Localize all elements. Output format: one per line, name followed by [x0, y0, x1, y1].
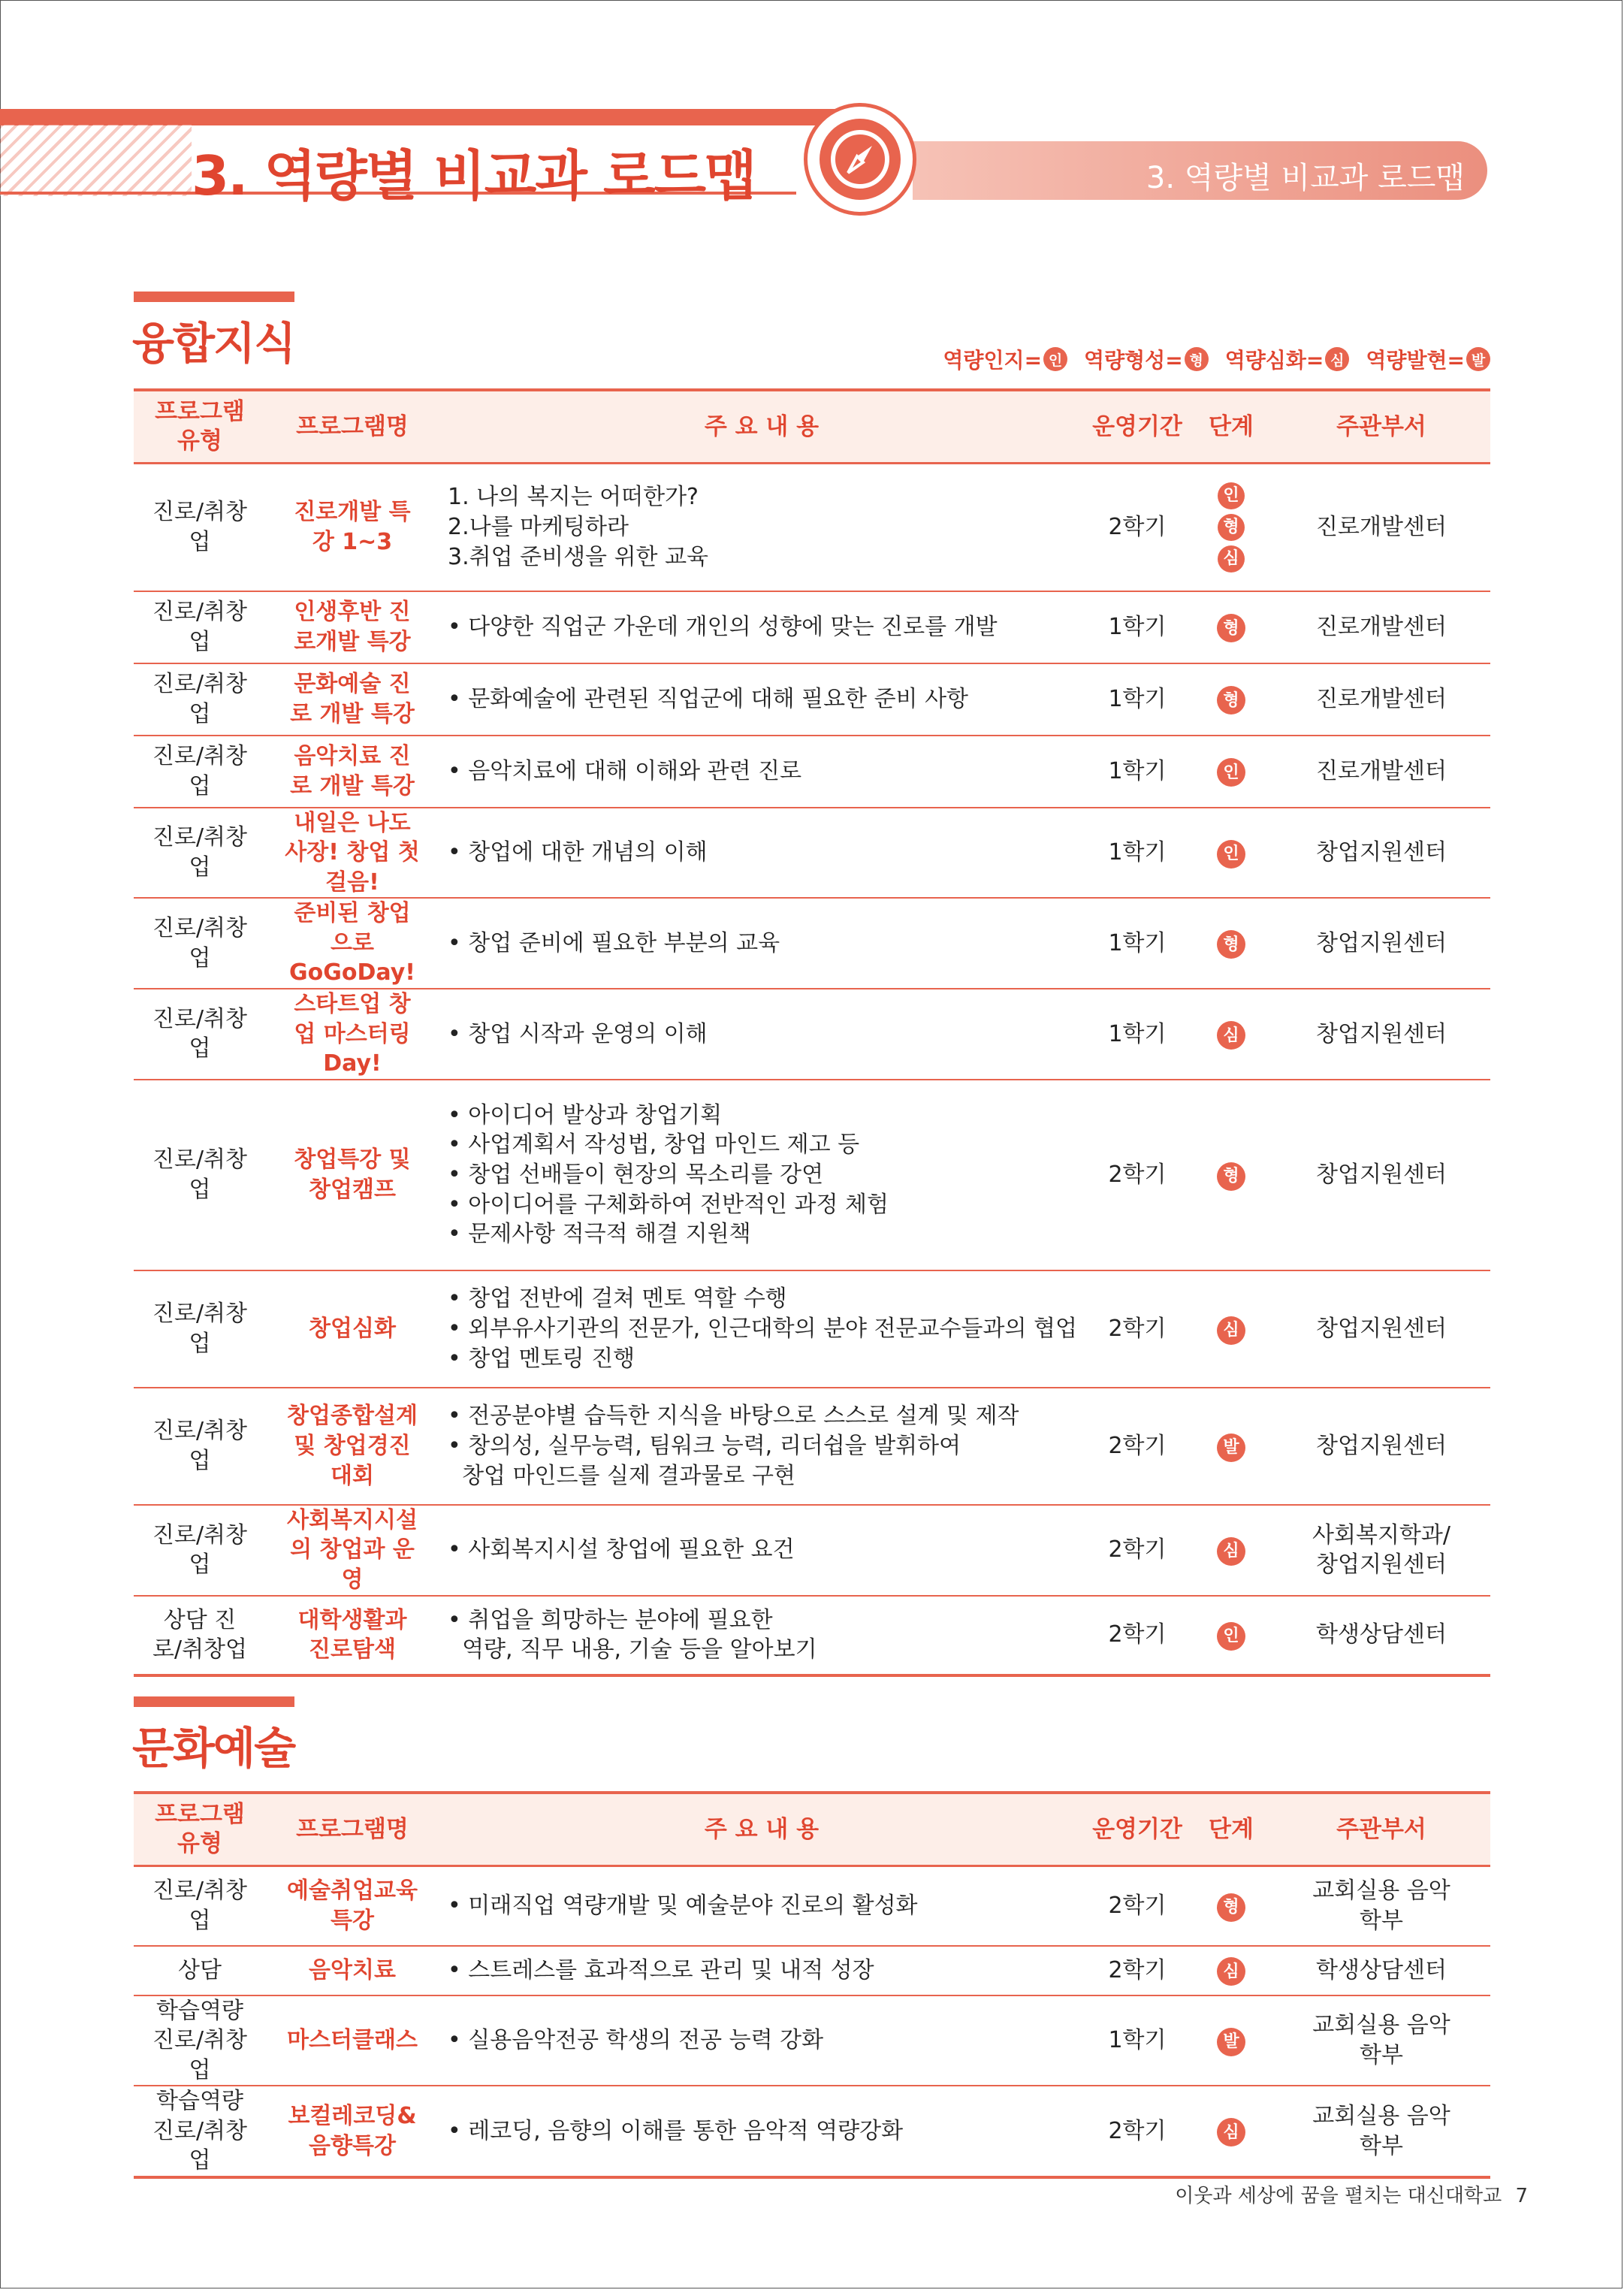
- col-period-header: 운영기간: [1085, 390, 1190, 464]
- program-table-2: [134, 1791, 1490, 2179]
- program-content-cell: [439, 464, 1085, 591]
- program-content-cell: [439, 736, 1085, 808]
- table-row: [134, 989, 1490, 1080]
- period-cell: 2학기: [1085, 1866, 1190, 1946]
- table-row: [134, 1866, 1490, 1946]
- section-title: 융합지식: [132, 318, 295, 369]
- program-content-cell: [439, 1596, 1085, 1675]
- content-line: • 사업계획서 작성법, 창업 마인드 제고 등: [448, 1131, 860, 1159]
- program-type-cell: 진로/취창업: [134, 1080, 266, 1270]
- program-name-cell: 대학생활과 진로탐색: [266, 1596, 439, 1675]
- stage-cell: [1190, 808, 1272, 899]
- stage-badge: 심: [1218, 545, 1245, 572]
- section-title: 문화예술: [132, 1723, 295, 1774]
- program-name-cell: 스타트업 창업 마스터링 Day!: [266, 989, 439, 1080]
- page-title: 3. 역량별 비교과 로드맵: [192, 144, 756, 207]
- dept-cell: 교회실용 음악학부: [1272, 1995, 1490, 2086]
- stage-cell: [1190, 736, 1272, 808]
- dept-cell: 사회복지학과/ 창업지원센터: [1272, 1505, 1490, 1596]
- program-name-cell: 마스터클래스: [266, 1995, 439, 2086]
- program-content-cell: [439, 1946, 1085, 1995]
- stage-legend: [943, 344, 1490, 374]
- content-line: • 미래직업 역량개발 및 예술분야 진로의 활성화: [448, 1892, 918, 1919]
- program-type-cell: 진로/취창업: [134, 989, 266, 1080]
- table-row: [134, 663, 1490, 736]
- program-type-cell: 진로/취창업: [134, 464, 266, 591]
- header-tab-label: 3. 역량별 비교과 로드맵: [1146, 161, 1465, 195]
- program-content-cell: [439, 1995, 1085, 2086]
- table-row: [134, 1596, 1490, 1675]
- page-number: 7: [1515, 2185, 1528, 2207]
- dept-cell: 창업지원센터: [1272, 898, 1490, 989]
- table-header-row: [134, 390, 1490, 464]
- compass-icon: [804, 103, 916, 216]
- stage-badge: 발: [1217, 2028, 1245, 2056]
- stage-badge: 발: [1217, 1434, 1245, 1462]
- table-row: [134, 1995, 1490, 2086]
- col-content-header: 주 요 내 용: [439, 390, 1085, 464]
- program-content-cell: [439, 1270, 1085, 1388]
- col-stage-header: 단계: [1190, 1793, 1272, 1866]
- program-content-cell: [439, 989, 1085, 1080]
- legend-item: [1366, 344, 1490, 374]
- period-cell: 2학기: [1085, 1505, 1190, 1596]
- program-name-cell: 보컬레코딩&음향특강: [266, 2086, 439, 2177]
- table-header-row: [134, 1793, 1490, 1866]
- dept-cell: 창업지원센터: [1272, 989, 1490, 1080]
- stage-badge: 형: [1217, 930, 1245, 959]
- content-line: • 문제사항 적극적 해결 지원책: [448, 1221, 751, 1248]
- dept-cell: 창업지원센터: [1272, 1270, 1490, 1388]
- content-line: 2.나를 마케팅하라: [448, 513, 629, 540]
- col-name-header: 프로그램명: [266, 1793, 439, 1866]
- program-type-cell: 진로/취창업: [134, 1270, 266, 1388]
- content-line: 1. 나의 복지는 어떠한가?: [448, 484, 699, 511]
- col-dept-header: 주관부서: [1272, 1793, 1490, 1866]
- program-type-cell: 학습역량 진로/취창업: [134, 1995, 266, 2086]
- content-line: • 창의성, 실무능력, 팀워크 능력, 리더쉽을 발휘하여: [448, 1433, 961, 1460]
- content-line: • 창업 시작과 운영의 이해: [448, 1020, 708, 1047]
- dept-cell: 진로개발센터: [1272, 736, 1490, 808]
- stage-badge: 발: [1466, 347, 1490, 371]
- period-cell: 2학기: [1085, 1080, 1190, 1270]
- table-row: [134, 1505, 1490, 1596]
- table-row: [134, 736, 1490, 808]
- program-type-cell: 진로/취창업: [134, 736, 266, 808]
- stage-badge: 형: [1217, 686, 1245, 714]
- program-name-cell: 내일은 나도사장! 창업 첫 걸음!: [266, 808, 439, 899]
- content-line: • 문화예술에 관련된 직업군에 대해 필요한 준비 사항: [448, 685, 969, 712]
- period-cell: 2학기: [1085, 1946, 1190, 1995]
- period-cell: 1학기: [1085, 898, 1190, 989]
- section-bar: [134, 1696, 294, 1707]
- content-line: 창업 마인드를 실제 결과물로 구현: [448, 1462, 795, 1489]
- content-line: • 사회복지시설 창업에 필요한 요건: [448, 1536, 795, 1563]
- col-stage-header: 단계: [1190, 390, 1272, 464]
- program-table-1: [134, 388, 1490, 1677]
- period-cell: 1학기: [1085, 808, 1190, 899]
- content-line: • 전공분야별 습득한 지식을 바탕으로 스스로 설계 및 제작: [448, 1403, 1019, 1430]
- stage-badge: 인: [1217, 840, 1245, 869]
- content-line: • 취업을 희망하는 분야에 필요한: [448, 1606, 773, 1633]
- program-type-cell: 상담 진로/취창업: [134, 1596, 266, 1675]
- dept-cell: 창업지원센터: [1272, 1080, 1490, 1270]
- stage-badge: 인: [1217, 758, 1245, 787]
- program-type-cell: 진로/취창업: [134, 663, 266, 736]
- program-name-cell: 인생후반 진로개발 특강: [266, 591, 439, 663]
- period-cell: 1학기: [1085, 663, 1190, 736]
- table-row: [134, 2086, 1490, 2177]
- period-cell: 2학기: [1085, 1596, 1190, 1675]
- col-dept-header: 주관부서: [1272, 390, 1490, 464]
- content-line: • 음악치료에 대해 이해와 관련 진로: [448, 757, 802, 784]
- program-type-cell: 진로/취창업: [134, 1866, 266, 1946]
- stage-badge: 심: [1217, 1316, 1245, 1345]
- program-content-cell: [439, 1866, 1085, 1946]
- table-row: [134, 1946, 1490, 1995]
- program-name-cell: 음악치료 진로 개발 특강: [266, 736, 439, 808]
- period-cell: 1학기: [1085, 591, 1190, 663]
- stage-cell: [1190, 1388, 1272, 1505]
- legend-item: [1084, 344, 1209, 374]
- table-row: [134, 1080, 1490, 1270]
- program-type-cell: 진로/취창업: [134, 1505, 266, 1596]
- program-type-cell: 진로/취창업: [134, 1388, 266, 1505]
- dept-cell: 창업지원센터: [1272, 808, 1490, 899]
- stage-cell: [1190, 464, 1272, 591]
- col-type-header: 프로그램 유형: [134, 390, 266, 464]
- legend-label: 역량발현=: [1366, 348, 1465, 373]
- dept-cell: 학생상담센터: [1272, 1596, 1490, 1675]
- col-content-header: 주 요 내 용: [439, 1793, 1085, 1866]
- program-name-cell: 문화예술 진로 개발 특강: [266, 663, 439, 736]
- stage-cell: [1190, 1270, 1272, 1388]
- program-content-cell: [439, 663, 1085, 736]
- footer-text: 이웃과 세상에 꿈을 펼치는 대신대학교: [1175, 2185, 1502, 2207]
- program-type-cell: 학습역량 진로/취창업: [134, 2086, 266, 2177]
- content-line: • 창업 멘토링 진행: [448, 1345, 635, 1372]
- dept-cell: 진로개발센터: [1272, 663, 1490, 736]
- table-row: [134, 464, 1490, 591]
- stage-cell: [1190, 663, 1272, 736]
- stage-badge: 심: [1217, 1021, 1245, 1050]
- dept-cell: 창업지원센터: [1272, 1388, 1490, 1505]
- period-cell: 1학기: [1085, 736, 1190, 808]
- col-type-header: 프로그램 유형: [134, 1793, 266, 1866]
- program-name-cell: 사회복지시설의 창업과 운영: [266, 1505, 439, 1596]
- stage-cell: [1190, 989, 1272, 1080]
- program-content-cell: [439, 898, 1085, 989]
- stage-cell: [1190, 1866, 1272, 1946]
- header-section-tab: [913, 141, 1487, 200]
- program-content-cell: [439, 591, 1085, 663]
- period-cell: 1학기: [1085, 1995, 1190, 2086]
- stage-badge: 심: [1217, 2118, 1245, 2146]
- stage-cell: [1190, 1596, 1272, 1675]
- content-line: • 아이디어를 구체화하여 전반적인 과정 체험: [448, 1191, 889, 1218]
- col-period-header: 운영기간: [1085, 1793, 1190, 1866]
- content-line: • 아이디어 발상과 창업기획: [448, 1101, 723, 1128]
- stage-badge: 인: [1043, 347, 1067, 371]
- content-line: • 다양한 직업군 가운데 개인의 성향에 맞는 진로를 개발: [448, 613, 998, 640]
- program-name-cell: 음악치료: [266, 1946, 439, 1995]
- program-name-cell: 준비된 창업으로 GoGoDay!: [266, 898, 439, 989]
- page-footer: [1175, 2180, 1528, 2208]
- program-content-cell: [439, 808, 1085, 899]
- stage-badge: 형: [1218, 514, 1245, 541]
- content-line: 역량, 직무 내용, 기술 등을 알아보기: [448, 1636, 817, 1663]
- stage-badge: 인: [1218, 482, 1245, 509]
- content-line: • 창업 선배들이 현장의 목소리를 강연: [448, 1162, 824, 1189]
- content-line: • 실용음악전공 학생의 전공 능력 강화: [448, 2027, 824, 2054]
- stage-badge: 심: [1325, 347, 1349, 371]
- stage-badge: 심: [1217, 1957, 1245, 1986]
- content-line: • 창업에 대한 개념의 이해: [448, 839, 708, 866]
- program-name-cell: 창업특강 및 창업캠프: [266, 1080, 439, 1270]
- stage-badge: 인: [1217, 1622, 1245, 1651]
- stage-badge: 심: [1217, 1537, 1245, 1566]
- stage-badge: 형: [1217, 614, 1245, 642]
- stage-cell: [1190, 1080, 1272, 1270]
- stage-cell: [1190, 898, 1272, 989]
- program-type-cell: 상담: [134, 1946, 266, 1995]
- period-cell: 1학기: [1085, 989, 1190, 1080]
- program-name-cell: 진로개발 특강 1~3: [266, 464, 439, 591]
- compass-needle-icon: [820, 119, 901, 200]
- legend-item: [1225, 344, 1350, 374]
- stage-badge: 형: [1217, 1893, 1245, 1922]
- program-type-cell: 진로/취창업: [134, 591, 266, 663]
- program-name-cell: 예술취업교육특강: [266, 1866, 439, 1946]
- stage-cell: [1190, 1946, 1272, 1995]
- content-line: • 외부유사기관의 전문가, 인근대학의 분야 전문교수들과의 협업: [448, 1316, 1077, 1343]
- content-line: • 창업 전반에 걸쳐 멘토 역할 수행: [448, 1285, 787, 1313]
- table-row: [134, 591, 1490, 663]
- program-type-cell: 진로/취창업: [134, 808, 266, 899]
- content-line: • 레코딩, 음향의 이해를 통한 음악적 역량강화: [448, 2117, 904, 2144]
- period-cell: 2학기: [1085, 464, 1190, 591]
- dept-cell: 진로개발센터: [1272, 591, 1490, 663]
- period-cell: 2학기: [1085, 1388, 1190, 1505]
- legend-label: 역량형성=: [1084, 348, 1183, 373]
- col-name-header: 프로그램명: [266, 390, 439, 464]
- content-line: 3.취업 준비생을 위한 교육: [448, 543, 709, 570]
- stage-cell: [1190, 591, 1272, 663]
- program-content-cell: [439, 1388, 1085, 1505]
- content-line: • 창업 준비에 필요한 부분의 교육: [448, 929, 780, 956]
- period-cell: 2학기: [1085, 2086, 1190, 2177]
- table-row: [134, 1388, 1490, 1505]
- dept-cell: 학생상담센터: [1272, 1946, 1490, 1995]
- program-content-cell: [439, 1080, 1085, 1270]
- legend-label: 역량인지=: [943, 348, 1043, 373]
- section-bar: [134, 292, 294, 302]
- program-type-cell: 진로/취창업: [134, 898, 266, 989]
- stage-cell: [1190, 1995, 1272, 2086]
- dept-cell: 진로개발센터: [1272, 464, 1490, 591]
- content-line: • 스트레스를 효과적으로 관리 및 내적 성장: [448, 1956, 874, 1983]
- header-top-rule: [0, 109, 849, 125]
- program-content-cell: [439, 1505, 1085, 1596]
- legend-item: [943, 344, 1067, 374]
- stage-cell: [1190, 1505, 1272, 1596]
- stage-cell: [1190, 2086, 1272, 2177]
- dept-cell: 교회실용 음악학부: [1272, 1866, 1490, 1946]
- dept-cell: 교회실용 음악학부: [1272, 2086, 1490, 2177]
- program-name-cell: 창업심화: [266, 1270, 439, 1388]
- period-cell: 2학기: [1085, 1270, 1190, 1388]
- stage-badge: 형: [1185, 347, 1209, 371]
- program-content-cell: [439, 2086, 1085, 2177]
- table-row: [134, 1270, 1490, 1388]
- table-row: [134, 898, 1490, 989]
- legend-label: 역량심화=: [1224, 348, 1324, 373]
- program-name-cell: 창업종합설계 및 창업경진대회: [266, 1388, 439, 1505]
- table-row: [134, 808, 1490, 899]
- stage-badge: 형: [1217, 1162, 1245, 1191]
